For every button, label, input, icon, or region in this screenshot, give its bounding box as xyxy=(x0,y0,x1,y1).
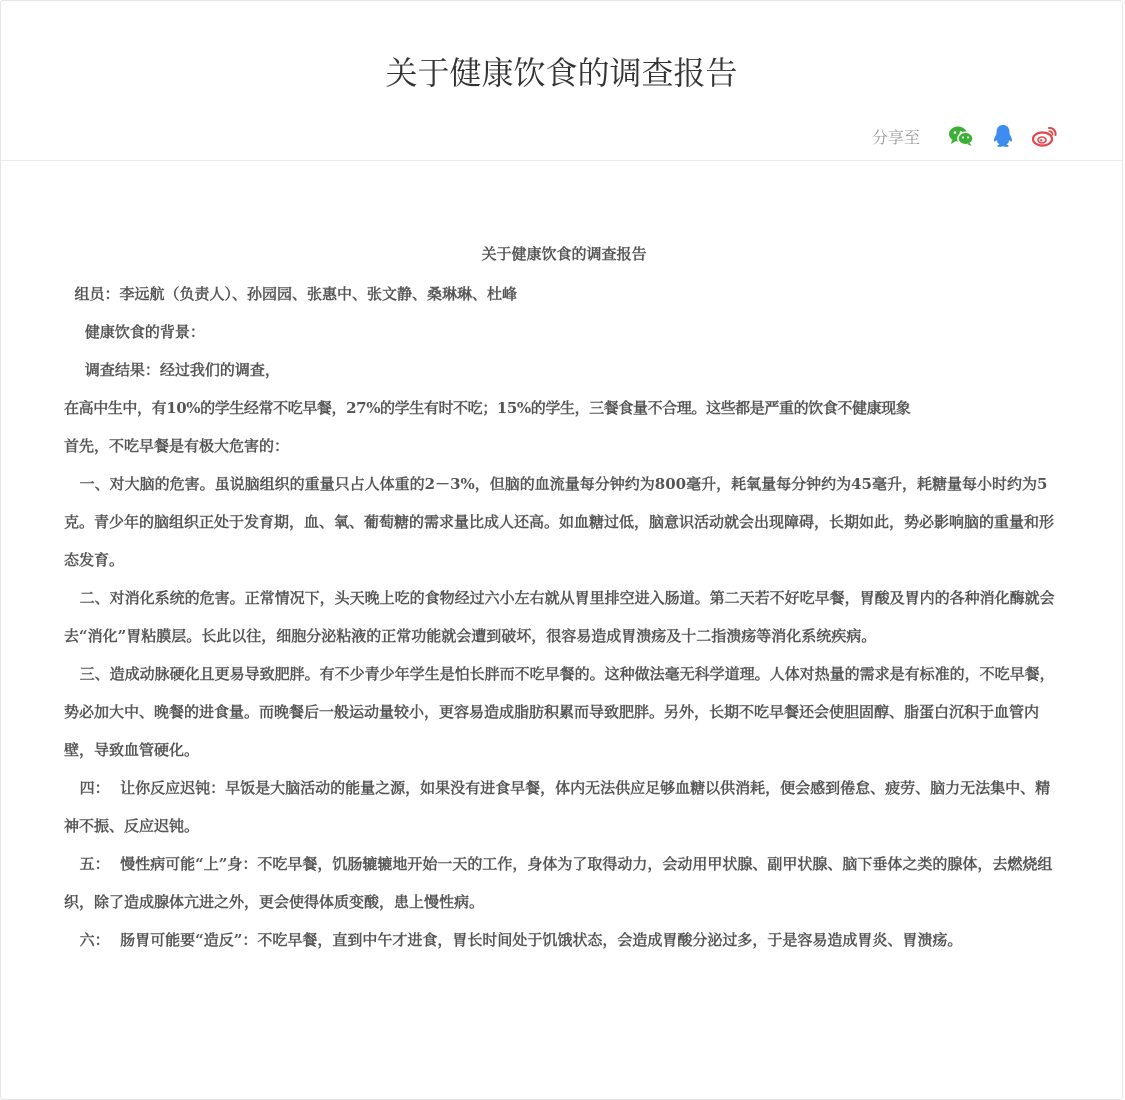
point-five-paragraph: 五： 慢性病可能“上”身：不吃早餐，饥肠辘辘地开始一天的工作，身体为了取得动力，会动用甲状腺、副甲状腺、脑下垂体之类的腺体，去燃烧组织，除了造成腺体亢进之外，更会使得体质变酸，患上慢性病。 xyxy=(64,855,1053,911)
share-bar xyxy=(872,123,1060,149)
qq-icon[interactable] xyxy=(988,123,1018,149)
point-four-paragraph: 四： 让你反应迟钝：早饭是大脑活动的能量之源，如果没有进食早餐，体内无法供应足够血糖以供消耗，便会感到倦怠、疲劳、脑力无法集中、精神不振、反应迟钝。 xyxy=(64,779,1051,835)
point-three-paragraph: 三、造成动脉硬化且更易导致肥胖。有不少青少年学生是怕长胖而不吃早餐的。这种做法毫无科学道理。人体对热量的需求是有标准的，不吃早餐，势必加大中、晚餐的进食量。而晚餐后一般运动量较小，更容易造成脂肪积累而导致肥胖。另外，长期不吃早餐还会使胆固醇、脂蛋白沉积于血管内壁，导致血管硬化。 xyxy=(64,665,1055,759)
intro-paragraph: 首先，不吃早餐是有极大危害的： xyxy=(64,437,290,455)
point-one-paragraph: 一、对大脑的危害。虽说脑组织的重量只占人体重的2－3%，但脑的血流量每分钟约为800毫升，耗氧量每分钟约为45毫升，耗糖量每小时约为5克。青少年的脑组织正处于发育期，血、氧、葡萄糖的需求量比成人还高。如血糖过低，脑意识活动就会出现障碍，长期如此，势必影响脑的重量和形态发育。 xyxy=(64,475,1055,569)
point-two-paragraph: 二、对消化系统的危害。正常情况下，头天晚上吃的食物经过六小左右就从胃里排空进入肠道。第二天若不好吃早餐，胃酸及胃内的各种消化酶就会去“消化”胃粘膜层。长此以往，细胞分泌粘液的正常功能就会遭到破坏，很容易造成胃溃疡及十二指溃疡等消化系统疾病。 xyxy=(64,589,1055,645)
share-label: 分享至 xyxy=(871,127,920,147)
statistics-paragraph: 在高中生中，有10%的学生经常不吃早餐，27%的学生有时不吃；15%的学生，三餐食量不合理。这些都是严重的饮食不健康现象 xyxy=(64,399,911,417)
weibo-icon[interactable] xyxy=(1030,123,1060,149)
background-paragraph: 健康饮食的背景： xyxy=(64,323,205,341)
article-body xyxy=(64,233,1064,959)
article-heading: 关于健康饮食的调查报告 xyxy=(481,245,647,263)
results-paragraph: 调查结果：经过我们的调查， xyxy=(64,361,280,379)
point-six-paragraph: 六： 肠胃可能要“造反”：不吃早餐，直到中午才进食，胃长时间处于饥饿状态，会造成胃酸分泌过多，于是容易造成胃炎、胃溃疡。 xyxy=(64,931,963,949)
page-title: 关于健康饮食的调查报告 xyxy=(385,54,738,92)
members-paragraph: 组员：李远航（负责人）、孙园园、张惠中、张文静、桑琳琳、杜峰 xyxy=(64,285,517,303)
article-header xyxy=(1,1,1122,161)
wechat-icon[interactable] xyxy=(946,123,976,149)
